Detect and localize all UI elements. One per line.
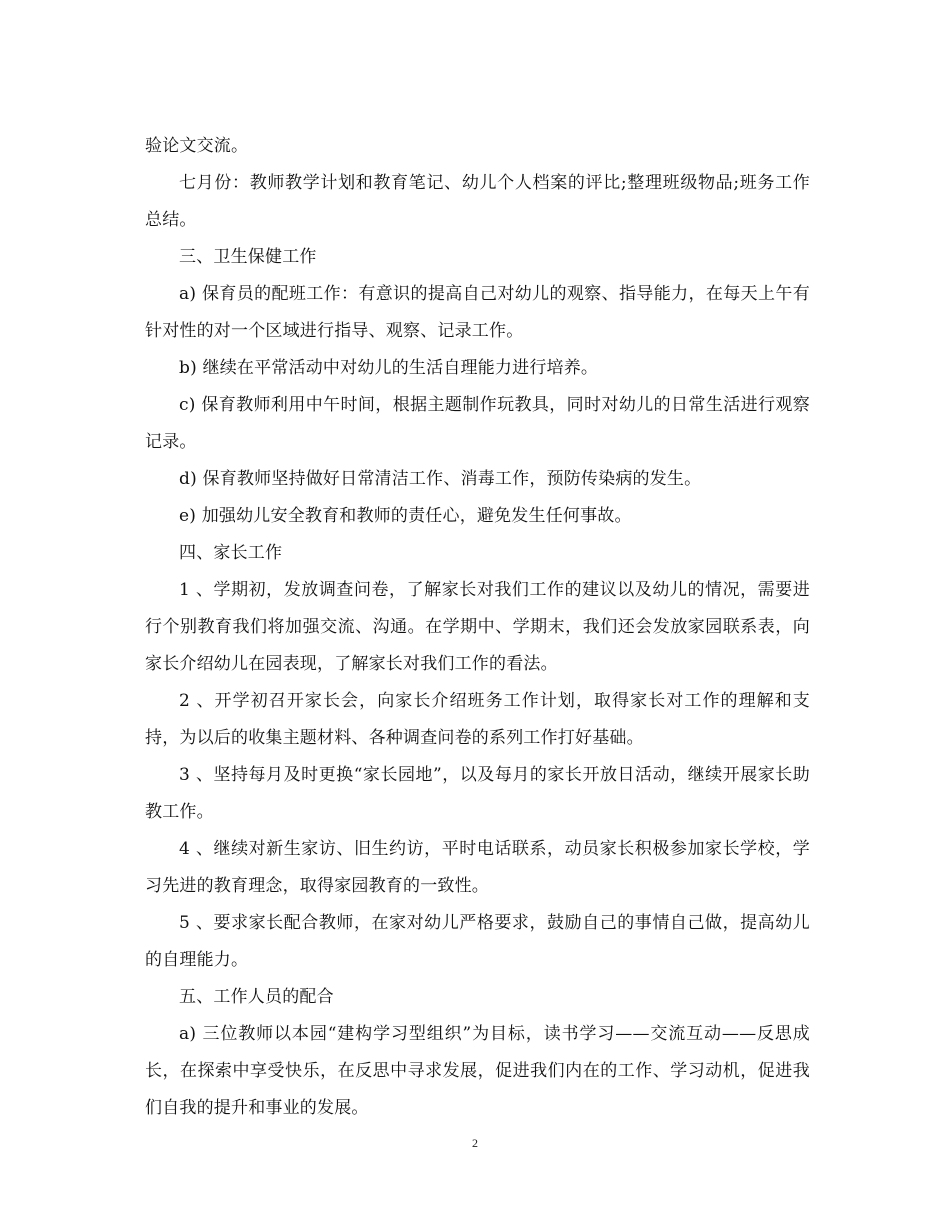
page-number: 2: [472, 1136, 478, 1150]
paragraph: d) 保育教师坚持做好日常清洁工作、消毒工作，预防传染病的发生。: [179, 469, 702, 489]
paragraph: 七月份：教师教学计划和教育笔记、幼儿个人档案的评比;整理班级物品;班务工作总结。: [145, 173, 810, 230]
paragraph: 5 、要求家长配合教师，在家对幼儿严格要求，鼓励自己的事情自己做，提高幼儿的自理能力。: [145, 913, 810, 970]
paragraph: a) 保育员的配班工作：有意识的提高自己对幼儿的观察、指导能力，在每天上午有针对性的对一个区域进行指导、观察、记录工作。: [145, 284, 810, 341]
section-heading: 三、卫生保健工作: [179, 247, 317, 267]
paragraph: 2 、开学初召开家长会，向家长介绍班务工作计划，取得家长对工作的理解和支持，为以后的收集主题材料、各种调查问卷的系列工作打好基础。: [145, 691, 810, 748]
paragraph: a) 三位教师以本园“建构学习型组织”为目标，读书学习——交流互动——反思成长，在探索中享受快乐，在反思中寻求发展，促进我们内在的工作、学习动机，促进我们自我的提升和事业的发展。: [145, 1024, 810, 1118]
document-body: [145, 128, 810, 1127]
section-heading: 五、工作人员的配合: [179, 987, 334, 1007]
paragraph: 3 、坚持每月及时更换“家长园地”，以及每月的家长开放日活动，继续开展家长助教工作。: [145, 765, 810, 822]
section-heading: 四、家长工作: [179, 543, 283, 563]
paragraph: c) 保育教师利用中午时间，根据主题制作玩教具，同时对幼儿的日常生活进行观察记录。: [145, 395, 810, 452]
paragraph: 1 、学期初，发放调查问卷，了解家长对我们工作的建议以及幼儿的情况，需要进行个别教育我们将加强交流、沟通。在学期中、学期末，我们还会发放家园联系表，向家长介绍幼儿在园表现，了解家长对我们工作的看法。: [145, 580, 810, 674]
paragraph: e) 加强幼儿安全教育和教师的责任心，避免发生任何事故。: [179, 506, 632, 526]
paragraph: 4 、继续对新生家访、旧生约访，平时电话联系，动员家长积极参加家长学校，学习先进的教育理念，取得家园教育的一致性。: [145, 839, 810, 896]
paragraph: 验论文交流。: [145, 136, 249, 156]
paragraph: b) 继续在平常活动中对幼儿的生活自理能力进行培养。: [179, 358, 599, 378]
